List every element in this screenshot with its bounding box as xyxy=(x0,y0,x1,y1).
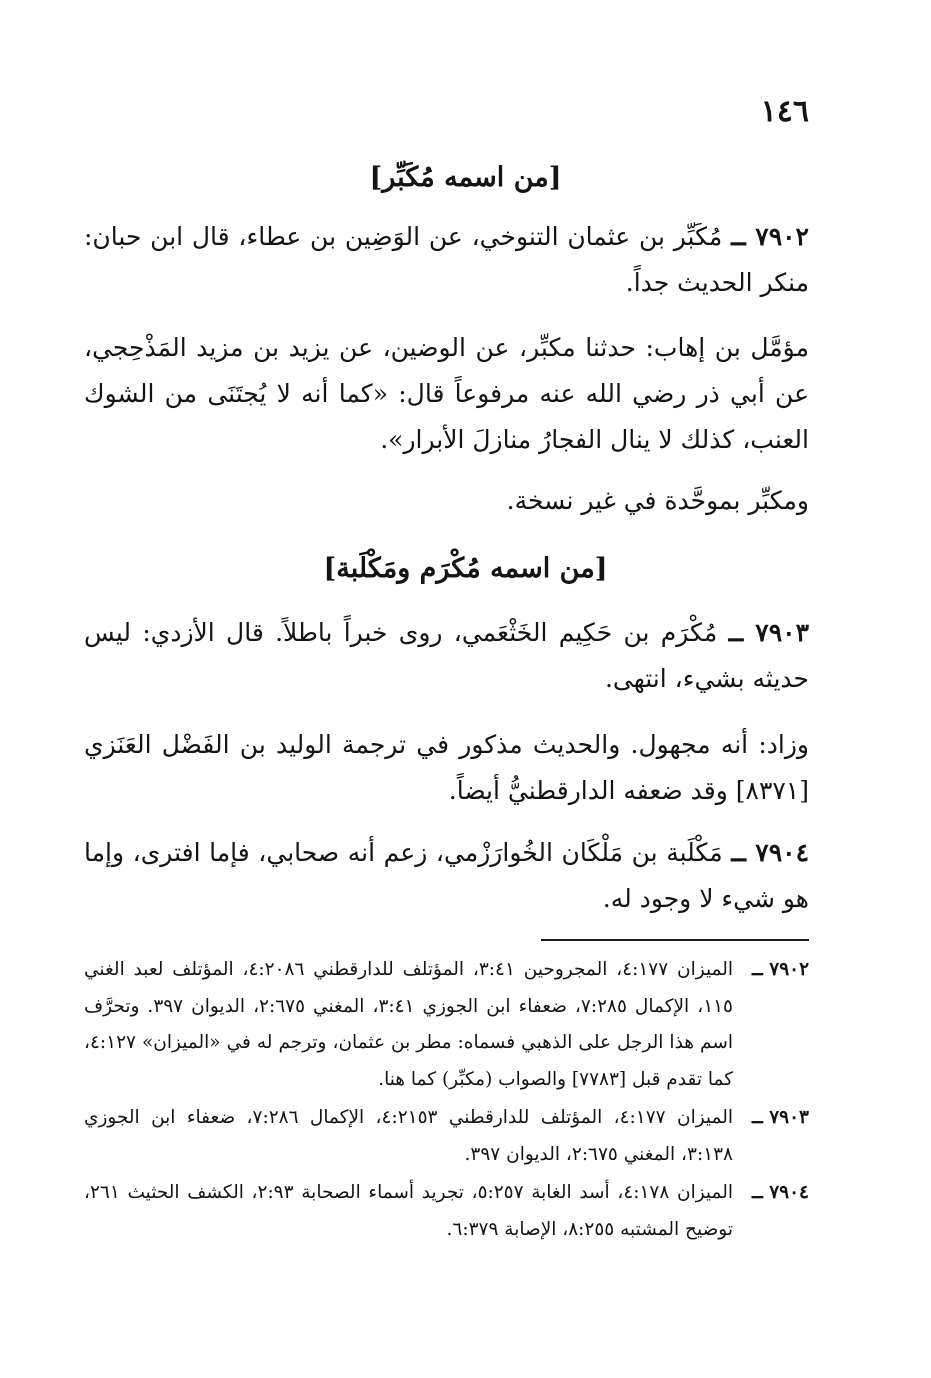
entry-text: مُكْرَم بن حَكِيم الخَثْعَمي، روى خبراً باطلاً. قال الأزدي: ليس حديثه بشيء، انتهى. xyxy=(84,618,809,693)
footnote-7904 xyxy=(84,1175,809,1248)
entry-number: ٧٩٠٢ ــ xyxy=(731,222,809,251)
footnote-text: الميزان ٤:١٧٧، المجروحين ٣:٤١، المؤتلف للدارقطني ٤:٢٠٨٦، المؤتلف لعبد الغني ١١٥، الإكمال ٧:٢٨٥، ضعفاء ابن الجوزي ٣:٤١، المغني ٢:٦٧٥، الديوان ٣٩٧. وتحرَّف اسم هذا الرجل على الذهبي فسماه: مطر بن عثمان، وترجم له في «الميزان» ٤:١٢٧، كما تقدم قبل [٧٧٨٣] والصواب (مكبِّر) كما هنا. xyxy=(84,959,734,1090)
footnotes-list xyxy=(84,952,809,1250)
entry-7902 xyxy=(84,214,809,306)
footnote-text: الميزان ٤:١٧٧، المؤتلف للدارقطني ٤:٢١٥٣، الإكمال ٧:٢٨٦، ضعفاء ابن الجوزي ٣:١٣٨، المغني ٢:٦٧٥، الديوان ٣٩٧. xyxy=(84,1107,733,1165)
entry-7904 xyxy=(84,830,809,922)
section-heading-mukram: [من اسمه مُكْرَم ومَكْلَبة] xyxy=(323,553,608,584)
entry-text: مُكَبِّر بن عثمان التنوخي، عن الوَضِين بن عطاء، قال ابن حبان: منكر الحديث جداً. xyxy=(84,222,809,297)
footnote-number: ٧٩٠٣ ــ xyxy=(751,1107,809,1128)
page-number: ١٤٦ xyxy=(760,94,809,129)
entry-text: مَكْلَبة بن مَلْكَان الخُوارَزْمي، زعم أنه صحابي، فإما افترى، وإما هو شيء لا وجود له. xyxy=(84,838,809,913)
section-heading-mukabbir: [من اسمه مُكَبِّر] xyxy=(369,162,562,193)
footnote-number: ٧٩٠٢ ــ xyxy=(751,959,810,980)
footnote-text: الميزان ٤:١٧٨، أسد الغابة ٥:٢٥٧، تجريد أسماء الصحابة ٢:٩٣، الكشف الحثيث ٢٦١، توضيح المشتبه ٨:٢٥٥، الإصابة ٦:٣٧٩. xyxy=(84,1182,733,1240)
footnote-number: ٧٩٠٤ ــ xyxy=(751,1182,809,1203)
footnote-7902 xyxy=(84,952,809,1098)
footnote-divider xyxy=(541,939,809,941)
entry-number: ٧٩٠٤ ــ xyxy=(731,838,809,867)
paragraph-hadith-narration: مؤمَّل بن إهاب: حدثنا مكبِّر، عن الوضين، عن يزيد بن مزيد المَذْحِجي، عن أبي ذر رضي الله عنه مرفوعاً قال: «كما أنه لا يُجتَنَى من الشوك العنب، كذلك لا ينال الفجارُ منازلَ الأبرار». xyxy=(84,333,809,454)
entry-7903 xyxy=(84,610,809,702)
footnote-7903 xyxy=(84,1100,809,1173)
entry-number: ٧٩٠٣ ــ xyxy=(728,618,809,647)
paragraph-spelling-note: ومكبِّر بموحَّدة في غير نسخة. xyxy=(506,486,809,515)
paragraph-addition-note: وزاد: أنه مجهول. والحديث مذكور في ترجمة الوليد بن الفَضْل العَنَزي [٨٣٧١] وقد ضعفه الدارقطنيُّ أيضاً. xyxy=(84,730,809,805)
